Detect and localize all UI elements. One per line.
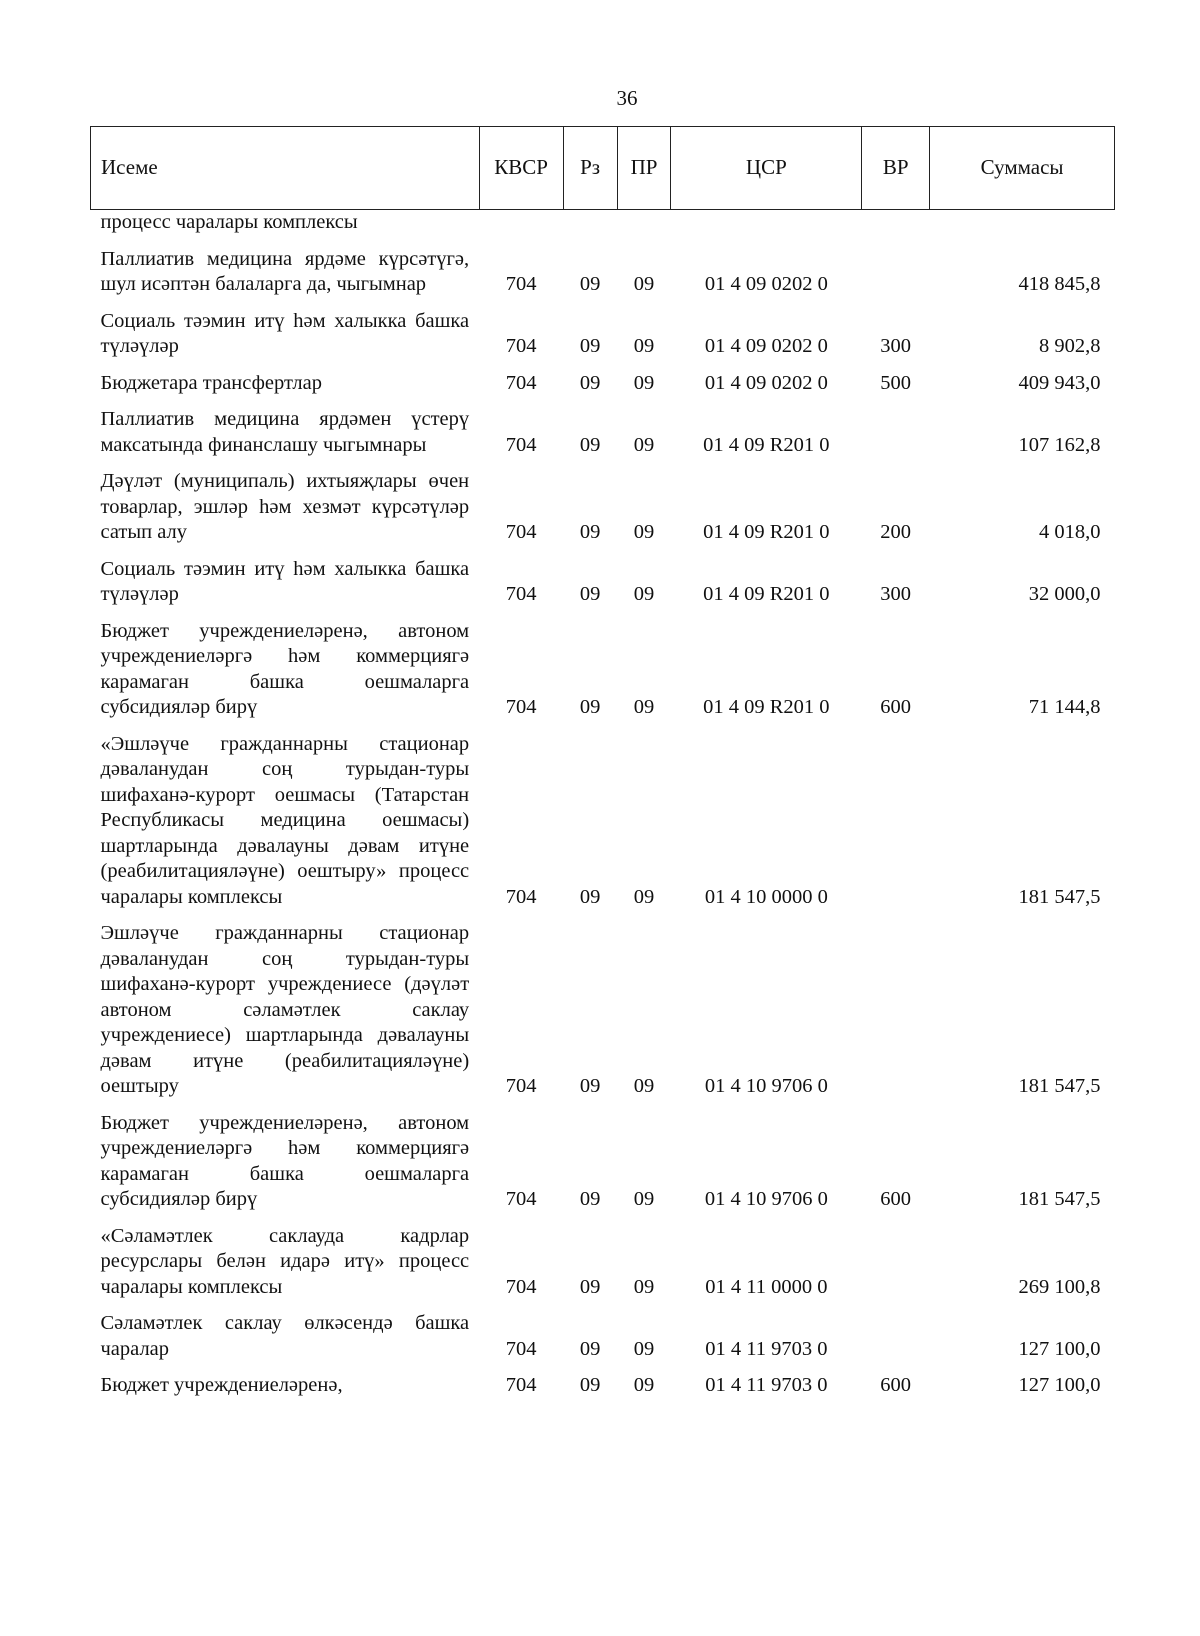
cell-csr: 01 4 09 R201 0	[703, 583, 830, 605]
cell-kvsr: 704	[505, 1337, 537, 1360]
header-pr: ПР	[617, 127, 671, 210]
cell-name: Эшләүче гражданнарны стационар дәваланудан соң турыдан-туры шифаханә-курорт учреждениесе (дәүләт автоном сәламәтлек саклау учреждениесе) шартларында дәвалауны дәвам итүне (реабилитацияләүне) оештыру	[100, 922, 470, 1097]
cell-csr: 01 4 09 R201 0	[703, 433, 830, 456]
cell-vr	[862, 236, 930, 298]
cell-pr: 09	[633, 1075, 655, 1097]
cell-name: Сәламәтлек саклау өлкәсендә башка чаралар	[100, 1312, 470, 1360]
cell-name: Социаль тәэмин итү һәм халыкка башка түләүләр	[100, 557, 470, 605]
cell-name: Бюджет учреждениеләренә, автоном учреждениеләргә һәм коммерциягә карамаган башка оешмаларга субсидияләр бирү	[100, 619, 470, 718]
table-row	[91, 1300, 1115, 1362]
cell-rz	[563, 210, 617, 236]
cell-pr: 09	[633, 696, 655, 718]
cell-rz: 09	[579, 696, 601, 718]
cell-kvsr: 704	[505, 1075, 537, 1097]
cell-pr: 09	[633, 1188, 655, 1210]
cell-rz: 09	[579, 521, 601, 543]
cell-name: Социаль тәэмин итү һәм халыкка башка түләүләр	[100, 309, 470, 357]
cell-rz: 09	[579, 885, 601, 908]
cell-csr	[671, 210, 862, 236]
cell-sum: 127 100,0	[1018, 1337, 1101, 1360]
cell-sum: 8 902,8	[1039, 335, 1101, 357]
cell-csr: 01 4 09 0202 0	[704, 371, 828, 394]
table-row	[91, 910, 1115, 1100]
cell-pr: 09	[633, 273, 655, 295]
cell-vr: 500	[880, 371, 912, 394]
cell-csr: 01 4 10 9706 0	[704, 1075, 828, 1097]
cell-rz: 09	[579, 583, 601, 605]
table-row	[91, 236, 1115, 298]
cell-vr	[862, 1300, 930, 1362]
table-row	[91, 546, 1115, 608]
cell-sum: 269 100,8	[1018, 1275, 1101, 1298]
cell-vr: 300	[880, 583, 912, 605]
header-rz: Рз	[563, 127, 617, 210]
budget-table	[90, 126, 1115, 1399]
cell-vr	[862, 721, 930, 911]
cell-rz: 09	[579, 1075, 601, 1097]
cell-sum: 4 018,0	[1039, 521, 1101, 543]
cell-rz: 09	[579, 1275, 601, 1298]
cell-sum: 71 144,8	[1028, 696, 1101, 718]
cell-sum: 181 547,5	[1018, 1075, 1101, 1097]
cell-name: Бюджетара трансфертлар	[100, 371, 323, 394]
cell-pr	[617, 210, 671, 236]
header-vr: ВР	[862, 127, 930, 210]
cell-csr: 01 4 09 R201 0	[703, 521, 830, 543]
cell-vr: 600	[880, 1188, 912, 1210]
cell-csr: 01 4 10 9706 0	[704, 1188, 828, 1210]
table-row	[91, 458, 1115, 546]
header-csr: ЦСР	[671, 127, 862, 210]
cell-pr: 09	[633, 583, 655, 605]
table-row	[91, 1100, 1115, 1213]
cell-pr: 09	[633, 1374, 655, 1396]
cell-rz: 09	[579, 1337, 601, 1360]
cell-vr: 300	[880, 335, 912, 357]
cell-sum: 127 100,0	[1018, 1374, 1101, 1396]
cell-rz: 09	[579, 433, 601, 456]
table-header	[91, 127, 1115, 210]
table-row	[91, 298, 1115, 360]
cell-rz: 09	[579, 371, 601, 394]
cell-csr: 01 4 09 R201 0	[703, 696, 830, 718]
header-name: Исеме	[91, 127, 480, 210]
cell-sum: 32 000,0	[1028, 583, 1101, 605]
cell-csr: 01 4 10 0000 0	[704, 885, 828, 908]
cell-pr: 09	[633, 885, 655, 908]
cell-vr	[862, 396, 930, 458]
cell-kvsr: 704	[505, 335, 537, 357]
cell-pr: 09	[633, 335, 655, 357]
table-row	[91, 721, 1115, 911]
header-row	[91, 127, 1115, 210]
cell-kvsr: 704	[505, 433, 537, 456]
cell-pr: 09	[633, 1275, 655, 1298]
cell-kvsr	[479, 210, 563, 236]
table-row	[91, 1213, 1115, 1301]
cell-sum	[930, 210, 1115, 236]
cell-pr: 09	[633, 371, 655, 394]
cell-vr: 600	[880, 1374, 912, 1396]
table-row	[91, 396, 1115, 458]
cell-rz: 09	[579, 273, 601, 295]
cell-name: Бюджет учреждениеләренә, автоном учреждениеләргә һәм коммерциягә карамаган башка оешмаларга субсидияләр бирү	[100, 1111, 470, 1210]
cell-name: «Сәламәтлек саклауда кадрлар ресурслары белән идарә итү» процесс чаралары комплексы	[100, 1224, 470, 1298]
cell-vr	[862, 210, 930, 236]
cell-name: Паллиатив медицина ярдәмен үстерү максатында финанслашу чыгымнары	[100, 408, 470, 456]
table-row	[91, 1362, 1115, 1399]
table-row	[91, 608, 1115, 721]
cell-rz: 09	[579, 1374, 601, 1396]
header-kvsr: КВСР	[479, 127, 563, 210]
cell-kvsr: 704	[505, 583, 537, 605]
cell-rz: 09	[579, 1188, 601, 1210]
cell-csr: 01 4 09 0202 0	[704, 335, 828, 357]
cell-sum: 181 547,5	[1018, 1188, 1101, 1210]
cell-vr	[862, 910, 930, 1100]
cell-name: «Эшләүче гражданнарны стационар дәваланудан соң турыдан-туры шифаханә-курорт оешмасы (Татарстан Республикасы медицина оешмасы) шартларында дәвалауны дәвам итүне (реабилитацияләүне) оештыру» процесс чаралары комплексы	[100, 732, 470, 908]
cell-kvsr: 704	[505, 1275, 537, 1298]
cell-kvsr: 704	[505, 696, 537, 718]
page-number: 36	[616, 86, 638, 110]
cell-pr: 09	[633, 433, 655, 456]
table-row	[91, 360, 1115, 397]
cell-csr: 01 4 11 9703 0	[705, 1337, 828, 1360]
cell-csr: 01 4 11 9703 0	[705, 1374, 828, 1396]
cell-csr: 01 4 09 0202 0	[704, 273, 828, 295]
table-row	[91, 210, 1115, 236]
cell-pr: 09	[633, 1337, 655, 1360]
header-sum: Суммасы	[930, 127, 1115, 210]
cell-vr: 600	[880, 696, 912, 718]
cell-sum: 409 943,0	[1018, 371, 1101, 394]
cell-pr: 09	[633, 521, 655, 543]
cell-rz: 09	[579, 335, 601, 357]
cell-csr: 01 4 11 0000 0	[705, 1275, 828, 1298]
cell-name: Паллиатив медицина ярдәме күрсәтүгә, шул исәптән балаларга да, чыгымнар	[100, 247, 470, 295]
cell-sum: 107 162,8	[1018, 433, 1101, 456]
cell-kvsr: 704	[505, 1188, 537, 1210]
cell-kvsr: 704	[505, 521, 537, 543]
cell-sum: 181 547,5	[1018, 885, 1101, 908]
cell-vr	[862, 1213, 930, 1301]
cell-name: процесс чаралары комплексы	[100, 211, 358, 233]
cell-vr: 200	[880, 521, 912, 543]
table-body	[91, 210, 1115, 1399]
cell-kvsr: 704	[505, 371, 537, 394]
cell-sum: 418 845,8	[1018, 273, 1101, 295]
cell-name: Бюджет учреждениеләренә,	[100, 1374, 343, 1396]
cell-kvsr: 704	[505, 885, 537, 908]
cell-kvsr: 704	[505, 1374, 537, 1396]
cell-name: Дәүләт (муниципаль) ихтыяҗлары өчен товарлар, эшләр һәм хезмәт күрсәтүләр сатып алу	[100, 470, 470, 543]
cell-kvsr: 704	[505, 273, 537, 295]
